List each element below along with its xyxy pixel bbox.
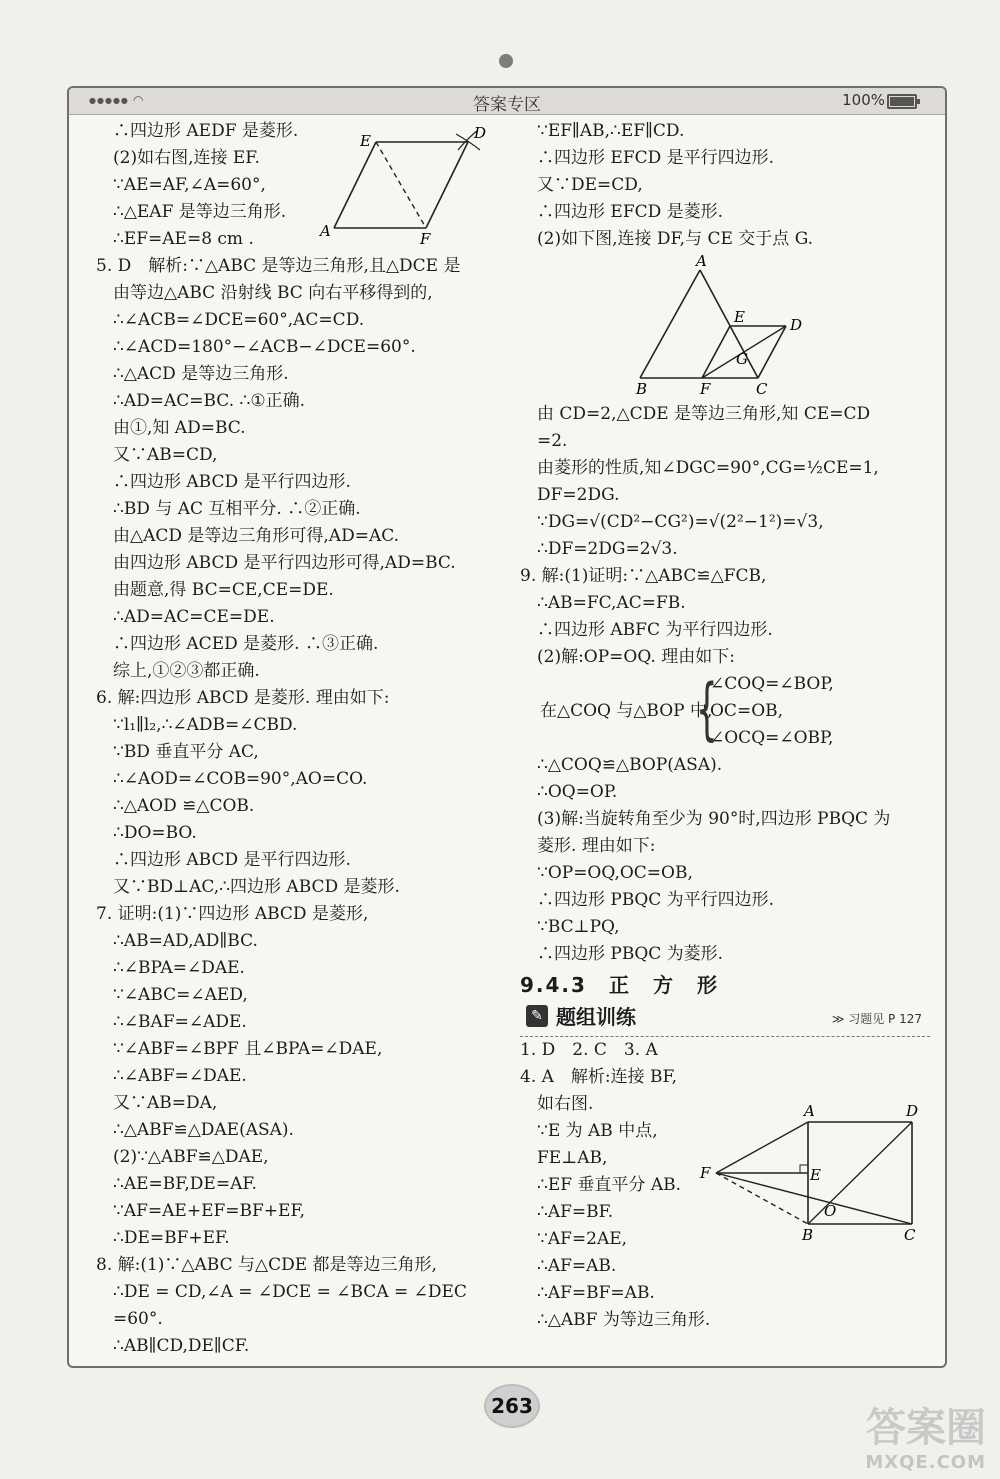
text-line: ∵OP=OQ,OC=OB, — [537, 863, 693, 883]
text-line: ∴DE=BF+EF. — [113, 1228, 230, 1248]
brace-line: ∠OCQ=∠OBP, — [710, 728, 834, 748]
label-b: B — [636, 380, 648, 398]
text-line: ∴AF=BF=AB. — [537, 1283, 655, 1303]
wifi-icon: ◠ — [133, 93, 144, 107]
brace-line: OC=OB, — [710, 701, 784, 721]
signal-icon: ●●●●● — [89, 96, 129, 105]
text-line: ∴AD=AC=CE=DE. — [113, 607, 275, 627]
text-line: 由△ACD 是等边三角形可得,AD=AC. — [113, 526, 400, 546]
text-line: ∴EF 垂直平分 AB. — [537, 1175, 682, 1195]
text-line: ∴△AOD ≌△COB. — [113, 796, 255, 816]
text-line: ∴∠ACD=180°−∠ACB−∠DCE=60°. — [113, 337, 416, 357]
section-title: 9.4.3 正 方 形 — [520, 973, 719, 997]
text-line: ∴四边形 EFCD 是菱形. — [537, 202, 724, 222]
figure-triangle-rhombus-svg — [630, 252, 820, 398]
text-line: DF=2DG. — [537, 485, 620, 505]
text-line: ∴四边形 ACED 是菱形. ∴③正确. — [113, 634, 379, 654]
text-line: ∴四边形 PBQC 为平行四边形. — [537, 890, 775, 910]
text-line: ∴四边形 EFCD 是平行四边形. — [537, 148, 775, 168]
camera-dot — [499, 54, 513, 68]
label-d: D — [906, 1102, 919, 1120]
text-line: 由 CD=2,△CDE 是等边三角形,知 CE=CD — [537, 404, 871, 424]
text-line: FE⊥AB, — [537, 1148, 608, 1168]
text-line: ∵E 为 AB 中点, — [537, 1121, 658, 1141]
text-line: (3)解:当旋转角至少为 90°时,四边形 PBQC 为 — [537, 809, 891, 829]
text-line: ∴AF=BF. — [537, 1202, 614, 1222]
label-a: A — [320, 222, 331, 240]
text-line: 又∵BD⊥AC,∴四边形 ABCD 是菱形. — [113, 877, 400, 897]
text-line: 4. A 解析:连接 BF, — [520, 1067, 678, 1087]
status-bar — [69, 88, 945, 115]
text-line: ∴EF=AE=8 cm . — [113, 229, 254, 249]
text-line: ∴∠ABF=∠DAE. — [113, 1066, 247, 1086]
figure-square — [698, 1100, 926, 1248]
label-e: E — [810, 1166, 821, 1184]
text-line: ∴∠AOD=∠COB=90°,AO=CO. — [113, 769, 368, 789]
page-number: 263 — [484, 1384, 540, 1428]
text-line: ∵DG=√(CD²−CG²)=√(2²−1²)=√3, — [537, 512, 824, 532]
label-f: F — [700, 1164, 711, 1182]
label-a: A — [804, 1102, 815, 1120]
text-line: 由等边△ABC 沿射线 BC 向右平移得到的, — [113, 283, 433, 303]
text-line: ∴△ABF 为等边三角形. — [537, 1310, 711, 1330]
text-line: 6. 解:四边形 ABCD 是菱形. 理由如下: — [96, 688, 390, 708]
label-o: O — [824, 1202, 837, 1220]
left-column — [96, 118, 496, 1360]
figure-rhombus-aedf — [318, 120, 498, 248]
text-line: ∴∠BAF=∠ADE. — [113, 1012, 247, 1032]
text-line: ∴AD=AC=BC. ∴①正确. — [113, 391, 305, 411]
text-line: 又∵AB=DA, — [113, 1093, 218, 1113]
text-line: ∵EF∥AB,∴EF∥CD. — [537, 121, 685, 141]
label-d: D — [790, 316, 803, 334]
text-line: 如右图. — [537, 1094, 594, 1114]
label-d: D — [474, 124, 487, 142]
text-line: ∴DF=2DG=2√3. — [537, 539, 678, 559]
text-line: ∵BD 垂直平分 AC, — [113, 742, 259, 762]
text-line: ∴△COQ≌△BOP(ASA). — [537, 755, 723, 775]
text-line: ∴DO=BO. — [113, 823, 197, 843]
text-line: ∴△ABF≌△DAE(ASA). — [113, 1120, 294, 1140]
text-line: 由题意,得 BC=CE,CE=DE. — [113, 580, 334, 600]
text-line: 又∵AB=CD, — [113, 445, 218, 465]
text-line: 7. 证明:(1)∵四边形 ABCD 是菱形, — [96, 904, 369, 924]
brace-icon: { — [696, 670, 718, 749]
text-line: ∵AF=AE+EF=BF+EF, — [113, 1201, 306, 1221]
text-line: ∴AB∥CD,DE∥CF. — [113, 1336, 250, 1356]
figure-rhombus-aedf-svg — [318, 120, 498, 248]
label-f: F — [700, 380, 711, 398]
text-line: 菱形. 理由如下: — [537, 836, 656, 856]
text-line: 1. D 2. C 3. A — [520, 1040, 658, 1060]
text-line: ∵AF=2AE, — [537, 1229, 628, 1249]
text-line: ∵∠ABF=∠BPF 且∠BPA=∠DAE, — [113, 1039, 383, 1059]
text-line: ∵AE=AF,∠A=60°, — [113, 175, 266, 195]
text-line: 5. D 解析:∵△ABC 是等边三角形,且△DCE 是 — [96, 256, 461, 276]
text-line: =2. — [537, 431, 568, 451]
text-line: ∵l₁∥l₂,∴∠ADB=∠CBD. — [113, 715, 298, 735]
text-line: ∴AB=AD,AD∥BC. — [113, 931, 258, 951]
label-a: A — [696, 252, 707, 270]
brace-line: ∠COQ=∠BOP, — [710, 674, 834, 694]
text-line: ∴∠BPA=∠DAE. — [113, 958, 245, 978]
text-line: 综上,①②③都正确. — [113, 661, 260, 681]
text-line: ∵∠ABC=∠AED, — [113, 985, 248, 1005]
text-line: ∴BD 与 AC 互相平分. ∴②正确. — [113, 499, 361, 519]
text-line: (2)∵△ABF≌△DAE, — [113, 1147, 269, 1167]
text-line: ∴AE=BF,DE=AF. — [113, 1174, 257, 1194]
text-line: ∴四边形 ABCD 是平行四边形. — [113, 850, 351, 870]
text-line: ∵BC⊥PQ, — [537, 917, 620, 937]
text-line: ∴△ACD 是等边三角形. — [113, 364, 289, 384]
text-line: ∴DE = CD,∠A = ∠DCE = ∠BCA = ∠DEC — [113, 1282, 467, 1302]
text-line: 9. 解:(1)证明:∵△ABC≌△FCB, — [520, 566, 767, 586]
text-line: 由四边形 ABCD 是平行四边形可得,AD=BC. — [113, 553, 456, 573]
figure-triangle-rhombus — [630, 252, 820, 398]
text-line: ∴四边形 AEDF 是菱形. — [113, 121, 299, 141]
text-line: ∴四边形 ABFC 为平行四边形. — [537, 620, 773, 640]
label-c: C — [756, 380, 768, 398]
text-line: (2)如右图,连接 EF. — [113, 148, 260, 168]
pencil-icon: ✎ — [526, 1005, 548, 1027]
text-line: ∴四边形 ABCD 是平行四边形. — [113, 472, 351, 492]
text-line: ∴四边形 PBQC 为菱形. — [537, 944, 724, 964]
text-line: ∴AF=AB. — [537, 1256, 617, 1276]
text-line: 8. 解:(1)∵△ABC 与△CDE 都是等边三角形, — [96, 1255, 437, 1275]
text-line: ∴AB=FC,AC=FB. — [537, 593, 686, 613]
brace-system — [520, 671, 930, 752]
text-line: 又∵DE=CD, — [537, 175, 643, 195]
band-label: 题组训练 — [556, 1005, 636, 1029]
status-bar-title: 答案专区 — [473, 95, 541, 115]
label-g: G — [736, 350, 748, 368]
brace-prefix: 在△COQ 与△BOP 中, — [540, 701, 713, 721]
watermark-logo: 答案圈 — [866, 1405, 986, 1451]
label-b: B — [802, 1226, 814, 1244]
text-line: 由①,知 AD=BC. — [113, 418, 246, 438]
exercise-band — [520, 1002, 930, 1037]
text-line: 由菱形的性质,知∠DGC=90°,CG=½CE=1, — [537, 458, 879, 478]
label-f: F — [420, 230, 431, 248]
label-e: E — [360, 132, 371, 150]
figure-square-svg — [698, 1100, 926, 1248]
text-line: ∴△EAF 是等边三角形. — [113, 202, 287, 222]
text-line: (2)如下图,连接 DF,与 CE 交于点 G. — [537, 229, 814, 249]
text-line: =60°. — [113, 1309, 163, 1329]
label-e: E — [734, 308, 745, 326]
text-line: ∴OQ=OP. — [537, 782, 618, 802]
band-reference: ≫ 习题见 P 127 — [831, 1012, 922, 1026]
battery-icon — [887, 94, 917, 109]
watermark-url: MXQE.COM — [865, 1452, 986, 1473]
battery-percent: 100% — [842, 91, 885, 109]
text-line: (2)解:OP=OQ. 理由如下: — [537, 647, 735, 667]
label-c: C — [904, 1226, 916, 1244]
text-line: ∴∠ACB=∠DCE=60°,AC=CD. — [113, 310, 365, 330]
